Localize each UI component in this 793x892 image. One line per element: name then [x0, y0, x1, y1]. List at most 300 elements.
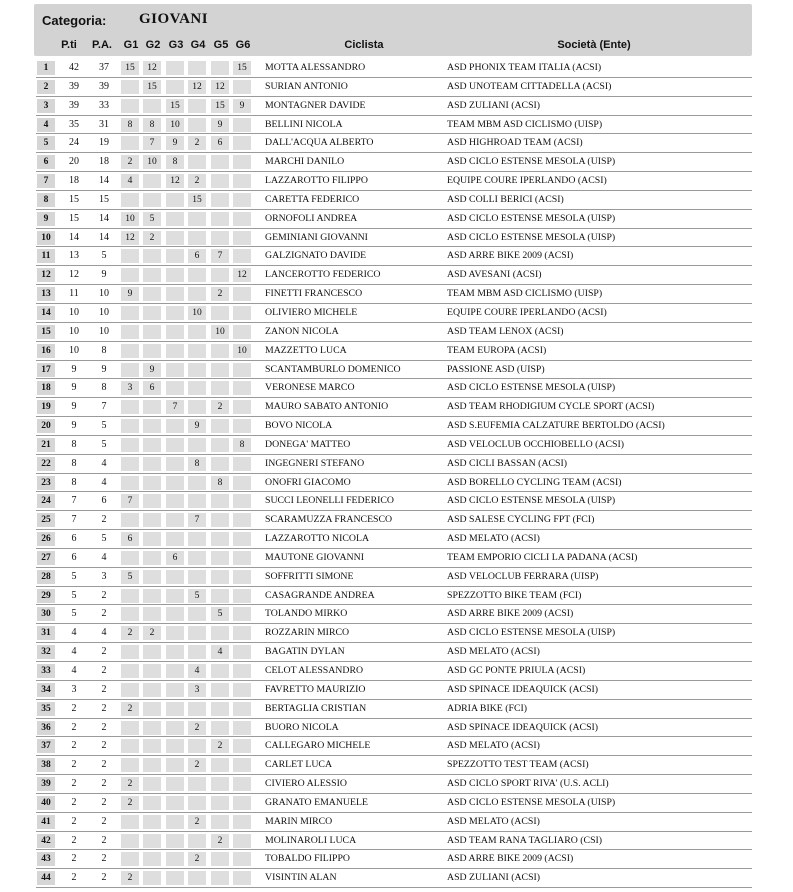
g3-cell — [166, 777, 184, 791]
points-cell: 2 — [71, 778, 77, 790]
g2-cell — [143, 758, 161, 772]
g4-cell: 8 — [188, 457, 206, 471]
g4-cell: 7 — [188, 513, 206, 527]
table-row — [36, 172, 752, 191]
g6-cell — [233, 136, 251, 150]
team-name: ASD CICLI BASSAN (ACSI) — [447, 457, 568, 469]
g1-cell: 9 — [121, 287, 139, 301]
g3-cell: 15 — [166, 99, 184, 113]
team-name: ASD TEAM LENOX (ACSI) — [447, 325, 564, 337]
g1-cell: 4 — [121, 174, 139, 188]
g3-cell — [166, 532, 184, 546]
team-name: ASD CICLO ESTENSE MESOLA (UISP) — [447, 231, 616, 243]
g2-cell — [143, 683, 161, 697]
g6-cell — [233, 834, 251, 848]
races-cell: 4 — [101, 627, 107, 639]
col-header-g1: G1 — [123, 39, 139, 51]
g1-cell — [121, 136, 139, 150]
g5-cell — [211, 363, 229, 377]
g4-cell — [188, 438, 206, 452]
g2-cell: 9 — [143, 363, 161, 377]
g1-cell: 2 — [121, 155, 139, 169]
points-cell: 2 — [71, 796, 77, 808]
g6-cell — [233, 476, 251, 490]
g3-cell — [166, 249, 184, 263]
g6-cell — [233, 494, 251, 508]
g6-cell — [233, 118, 251, 132]
col-header-g6: G6 — [235, 39, 251, 51]
g5-cell: 2 — [211, 400, 229, 414]
g5-cell — [211, 532, 229, 546]
g4-cell: 2 — [188, 721, 206, 735]
points-cell: 4 — [71, 627, 77, 639]
races-cell: 2 — [101, 759, 107, 771]
g1-cell — [121, 363, 139, 377]
team-name: ADRIA BIKE (FCI) — [447, 702, 528, 714]
points-cell: 13 — [69, 250, 79, 262]
col-header-rider: Ciclista — [344, 39, 384, 51]
table-row — [36, 436, 752, 455]
points-cell: 2 — [71, 721, 77, 733]
g4-cell: 2 — [188, 852, 206, 866]
g4-cell — [188, 645, 206, 659]
rank-cell: 22 — [37, 457, 55, 471]
table-row — [36, 398, 752, 417]
g2-cell: 10 — [143, 155, 161, 169]
g6-cell — [233, 721, 251, 735]
g6-cell — [233, 607, 251, 621]
races-cell: 7 — [101, 401, 107, 413]
team-name: ASD CICLO ESTENSE MESOLA (UISP) — [447, 212, 616, 224]
rank-cell: 7 — [37, 174, 55, 188]
g6-cell — [233, 702, 251, 716]
g4-cell — [188, 739, 206, 753]
g5-cell — [211, 551, 229, 565]
g4-cell — [188, 325, 206, 339]
g6-cell — [233, 815, 251, 829]
table-header — [34, 4, 752, 56]
g2-cell: 8 — [143, 118, 161, 132]
g4-cell: 15 — [188, 193, 206, 207]
points-cell: 2 — [71, 740, 77, 752]
rank-cell: 14 — [37, 306, 55, 320]
g6-cell — [233, 457, 251, 471]
races-cell: 2 — [101, 853, 107, 865]
g4-cell: 4 — [188, 664, 206, 678]
g3-cell: 9 — [166, 136, 184, 150]
rank-cell: 31 — [37, 626, 55, 640]
points-cell: 15 — [69, 193, 79, 205]
races-cell: 18 — [99, 156, 109, 168]
rider-name: CELOT ALESSANDRO — [265, 665, 364, 676]
rank-cell: 6 — [37, 155, 55, 169]
g1-cell — [121, 438, 139, 452]
g5-cell — [211, 174, 229, 188]
g3-cell — [166, 268, 184, 282]
rank-cell: 24 — [37, 494, 55, 508]
rank-cell: 5 — [37, 136, 55, 150]
g3-cell — [166, 589, 184, 603]
g2-cell — [143, 306, 161, 320]
rank-cell: 26 — [37, 532, 55, 546]
rank-cell: 34 — [37, 683, 55, 697]
rider-name: MAZZETTO LUCA — [265, 344, 347, 356]
points-cell: 18 — [69, 175, 79, 187]
team-name: ASD CICLO SPORT RIVA' (U.S. ACLI) — [447, 778, 609, 790]
races-cell: 2 — [101, 608, 107, 620]
team-name: ASD VELOCLUB OCCHIOBELLO (ACSI) — [447, 438, 624, 450]
g1-cell — [121, 852, 139, 866]
rider-name: CARETTA FEDERICO — [265, 193, 360, 205]
points-cell: 9 — [71, 363, 77, 375]
g5-cell: 2 — [211, 834, 229, 848]
g5-cell — [211, 758, 229, 772]
g5-cell: 4 — [211, 645, 229, 659]
g2-cell: 15 — [143, 80, 161, 94]
g1-cell: 10 — [121, 212, 139, 226]
rider-name: ONOFRI GIACOMO — [265, 476, 351, 488]
rider-name: GALZIGNATO DAVIDE — [265, 250, 367, 262]
races-cell: 2 — [101, 872, 107, 884]
g2-cell — [143, 344, 161, 358]
g2-cell — [143, 815, 161, 829]
g3-cell — [166, 683, 184, 697]
team-name: EQUIPE COURE IPERLANDO (ACSI) — [447, 175, 607, 187]
g1-cell: 3 — [121, 381, 139, 395]
table-row — [36, 229, 752, 248]
g3-cell — [166, 80, 184, 94]
rank-cell: 39 — [37, 777, 55, 791]
g4-cell: 9 — [188, 419, 206, 433]
team-name: ASD TEAM RHODIGIUM CYCLE SPORT (ACSI) — [447, 401, 655, 413]
table-row — [36, 153, 752, 172]
g4-cell: 2 — [188, 136, 206, 150]
g2-cell — [143, 589, 161, 603]
rider-name: LAZZAROTTO FILIPPO — [265, 175, 368, 187]
rider-name: INGEGNERI STEFANO — [265, 457, 365, 469]
g3-cell — [166, 758, 184, 772]
points-cell: 14 — [69, 231, 79, 243]
g5-cell — [211, 268, 229, 282]
rank-cell: 9 — [37, 212, 55, 226]
team-name: ASD MELATO (ACSI) — [447, 646, 540, 658]
rider-name: MARIN MIRCO — [265, 815, 333, 827]
g5-cell — [211, 457, 229, 471]
points-cell: 6 — [71, 551, 77, 563]
g4-cell — [188, 344, 206, 358]
team-name: ASD ARRE BIKE 2009 (ACSI) — [447, 608, 574, 620]
g4-cell — [188, 834, 206, 848]
g2-cell — [143, 513, 161, 527]
points-cell: 2 — [71, 759, 77, 771]
g6-cell — [233, 683, 251, 697]
rider-name: OLIVIERO MICHELE — [265, 306, 358, 318]
g4-cell: 5 — [188, 589, 206, 603]
g2-cell — [143, 99, 161, 113]
rank-cell: 12 — [37, 268, 55, 282]
team-name: EQUIPE COURE IPERLANDO (ACSI) — [447, 306, 607, 318]
g2-cell — [143, 702, 161, 716]
col-header-points: P.ti — [61, 39, 77, 51]
g5-cell — [211, 344, 229, 358]
g2-cell — [143, 739, 161, 753]
table-row — [36, 624, 752, 643]
rider-name: MONTAGNER DAVIDE — [265, 99, 366, 111]
points-cell: 24 — [69, 137, 79, 149]
g6-cell: 9 — [233, 99, 251, 113]
points-cell: 4 — [71, 646, 77, 658]
g6-cell — [233, 400, 251, 414]
table-row — [36, 97, 752, 116]
rank-cell: 41 — [37, 815, 55, 829]
races-cell: 2 — [101, 665, 107, 676]
races-cell: 4 — [101, 457, 107, 469]
g3-cell — [166, 193, 184, 207]
points-cell: 12 — [69, 269, 79, 281]
category-label: Categoria: — [42, 13, 107, 28]
races-cell: 6 — [101, 495, 107, 507]
g6-cell — [233, 287, 251, 301]
team-name: ASD CICLO ESTENSE MESOLA (UISP) — [447, 796, 616, 808]
g5-cell — [211, 796, 229, 810]
g3-cell — [166, 438, 184, 452]
category-value: GIOVANI — [139, 11, 209, 27]
rider-name: CALLEGARO MICHELE — [265, 740, 371, 752]
team-name: ASD ZULIANI (ACSI) — [447, 99, 541, 111]
g3-cell — [166, 664, 184, 678]
g2-cell — [143, 796, 161, 810]
rank-cell: 33 — [37, 664, 55, 678]
table-row — [36, 549, 752, 568]
g2-cell: 12 — [143, 61, 161, 75]
g6-cell — [233, 758, 251, 772]
g4-cell — [188, 777, 206, 791]
g6-cell — [233, 381, 251, 395]
g1-cell: 8 — [121, 118, 139, 132]
table-row — [36, 134, 752, 153]
races-cell: 14 — [99, 231, 109, 243]
rider-name: GEMINIANI GIOVANNI — [265, 231, 368, 243]
g5-cell — [211, 777, 229, 791]
g2-cell — [143, 852, 161, 866]
g4-cell — [188, 607, 206, 621]
g5-cell — [211, 589, 229, 603]
races-cell: 10 — [99, 306, 109, 318]
points-cell: 2 — [71, 815, 77, 827]
races-cell: 8 — [101, 344, 107, 356]
table-row — [36, 361, 752, 380]
g4-cell: 6 — [188, 249, 206, 263]
g1-cell: 2 — [121, 702, 139, 716]
team-name: ASD MELATO (ACSI) — [447, 815, 540, 827]
g6-cell — [233, 231, 251, 245]
points-cell: 7 — [71, 495, 77, 507]
g5-cell: 10 — [211, 325, 229, 339]
team-name: ASD BORELLO CYCLING TEAM (ACSI) — [447, 476, 622, 488]
g5-cell: 9 — [211, 118, 229, 132]
g2-cell: 5 — [143, 212, 161, 226]
races-cell: 2 — [101, 702, 107, 714]
g5-cell — [211, 683, 229, 697]
rider-name: SURIAN ANTONIO — [265, 80, 348, 92]
points-cell: 39 — [69, 80, 79, 92]
g1-cell — [121, 80, 139, 94]
rank-cell: 40 — [37, 796, 55, 810]
points-cell: 8 — [71, 476, 77, 488]
g2-cell — [143, 400, 161, 414]
races-cell: 4 — [101, 551, 107, 563]
g4-cell — [188, 99, 206, 113]
g2-cell — [143, 871, 161, 885]
races-cell: 14 — [99, 175, 109, 187]
g1-cell — [121, 268, 139, 282]
rank-cell: 38 — [37, 758, 55, 772]
g2-cell — [143, 664, 161, 678]
g4-cell — [188, 118, 206, 132]
g2-cell: 7 — [143, 136, 161, 150]
table-row — [36, 191, 752, 210]
points-cell: 2 — [71, 834, 77, 846]
g1-cell — [121, 457, 139, 471]
g3-cell — [166, 570, 184, 584]
g4-cell — [188, 231, 206, 245]
g2-cell — [143, 834, 161, 848]
rider-name: BUORO NICOLA — [265, 721, 339, 733]
races-cell: 4 — [101, 476, 107, 488]
team-name: ASD SPINACE IDEAQUICK (ACSI) — [447, 721, 599, 733]
g5-cell — [211, 664, 229, 678]
g4-cell: 2 — [188, 174, 206, 188]
g1-cell: 2 — [121, 796, 139, 810]
table-row — [36, 247, 752, 266]
rank-cell: 32 — [37, 645, 55, 659]
g5-cell — [211, 231, 229, 245]
team-name: ASD ARRE BIKE 2009 (ACSI) — [447, 250, 574, 262]
rider-name: MAUTONE GIOVANNI — [265, 551, 364, 563]
g2-cell — [143, 476, 161, 490]
g5-cell — [211, 61, 229, 75]
rank-cell: 3 — [37, 99, 55, 113]
rank-cell: 23 — [37, 476, 55, 490]
g6-cell — [233, 212, 251, 226]
g3-cell: 12 — [166, 174, 184, 188]
races-cell: 2 — [101, 646, 107, 658]
g5-cell — [211, 871, 229, 885]
g6-cell — [233, 155, 251, 169]
g5-cell — [211, 570, 229, 584]
team-name: TEAM MBM ASD CICLISMO (UISP) — [447, 118, 603, 130]
g1-cell — [121, 721, 139, 735]
rider-name: FINETTI FRANCESCO — [265, 288, 363, 300]
g6-cell — [233, 325, 251, 339]
table-row — [36, 775, 752, 794]
table-row — [36, 304, 752, 323]
points-cell: 5 — [71, 608, 77, 620]
table-row — [36, 285, 752, 304]
g4-cell — [188, 212, 206, 226]
g6-cell — [233, 532, 251, 546]
rider-name: ORNOFOLI ANDREA — [265, 212, 358, 224]
g5-cell — [211, 419, 229, 433]
races-cell: 8 — [101, 382, 107, 394]
g2-cell — [143, 721, 161, 735]
races-cell: 3 — [101, 570, 107, 582]
points-cell: 9 — [71, 420, 77, 432]
g3-cell: 6 — [166, 551, 184, 565]
races-cell: 10 — [99, 325, 109, 337]
g1-cell — [121, 739, 139, 753]
g3-cell — [166, 871, 184, 885]
g3-cell — [166, 231, 184, 245]
races-cell: 37 — [99, 62, 109, 73]
g5-cell — [211, 306, 229, 320]
team-name: TEAM EUROPA (ACSI) — [447, 344, 547, 356]
g3-cell — [166, 212, 184, 226]
team-name: ASD MELATO (ACSI) — [447, 740, 540, 752]
g5-cell — [211, 513, 229, 527]
g2-cell — [143, 287, 161, 301]
g2-cell — [143, 777, 161, 791]
g6-cell — [233, 193, 251, 207]
g3-cell: 10 — [166, 118, 184, 132]
rider-name: BAGATIN DYLAN — [265, 646, 345, 658]
rank-cell: 8 — [37, 193, 55, 207]
g4-cell: 2 — [188, 815, 206, 829]
rank-cell: 28 — [37, 570, 55, 584]
g3-cell — [166, 702, 184, 716]
rank-cell: 35 — [37, 702, 55, 716]
g5-cell: 5 — [211, 607, 229, 621]
rider-name: ZANON NICOLA — [265, 325, 339, 337]
g3-cell — [166, 645, 184, 659]
g3-cell — [166, 306, 184, 320]
rank-cell: 17 — [37, 363, 55, 377]
races-cell: 9 — [101, 269, 107, 281]
points-cell: 2 — [71, 853, 77, 865]
col-header-g3: G3 — [168, 39, 184, 51]
races-cell: 14 — [99, 212, 109, 224]
g1-cell — [121, 607, 139, 621]
table-row — [36, 737, 752, 756]
g2-cell — [143, 607, 161, 621]
g6-cell — [233, 871, 251, 885]
rider-name: MOLINAROLI LUCA — [265, 834, 357, 846]
points-cell: 2 — [71, 872, 77, 884]
table-row — [36, 813, 752, 832]
points-cell: 5 — [71, 589, 77, 601]
col-header-g2: G2 — [145, 39, 161, 51]
g4-cell — [188, 363, 206, 377]
table-row — [36, 417, 752, 436]
g1-cell — [121, 476, 139, 490]
points-cell: 5 — [71, 570, 77, 582]
g1-cell — [121, 834, 139, 848]
points-cell: 8 — [71, 438, 77, 450]
table-row — [36, 605, 752, 624]
rank-cell: 10 — [37, 231, 55, 245]
points-cell: 39 — [69, 99, 79, 111]
g3-cell: 8 — [166, 155, 184, 169]
table-row — [36, 756, 752, 775]
g1-cell: 12 — [121, 231, 139, 245]
g1-cell — [121, 306, 139, 320]
g2-cell — [143, 419, 161, 433]
g1-cell: 2 — [121, 871, 139, 885]
team-name: TEAM EMPORIO CICLI LA PADANA (ACSI) — [447, 551, 638, 563]
g3-cell — [166, 739, 184, 753]
rider-name: BERTAGLIA CRISTIAN — [265, 702, 367, 714]
g6-cell — [233, 551, 251, 565]
